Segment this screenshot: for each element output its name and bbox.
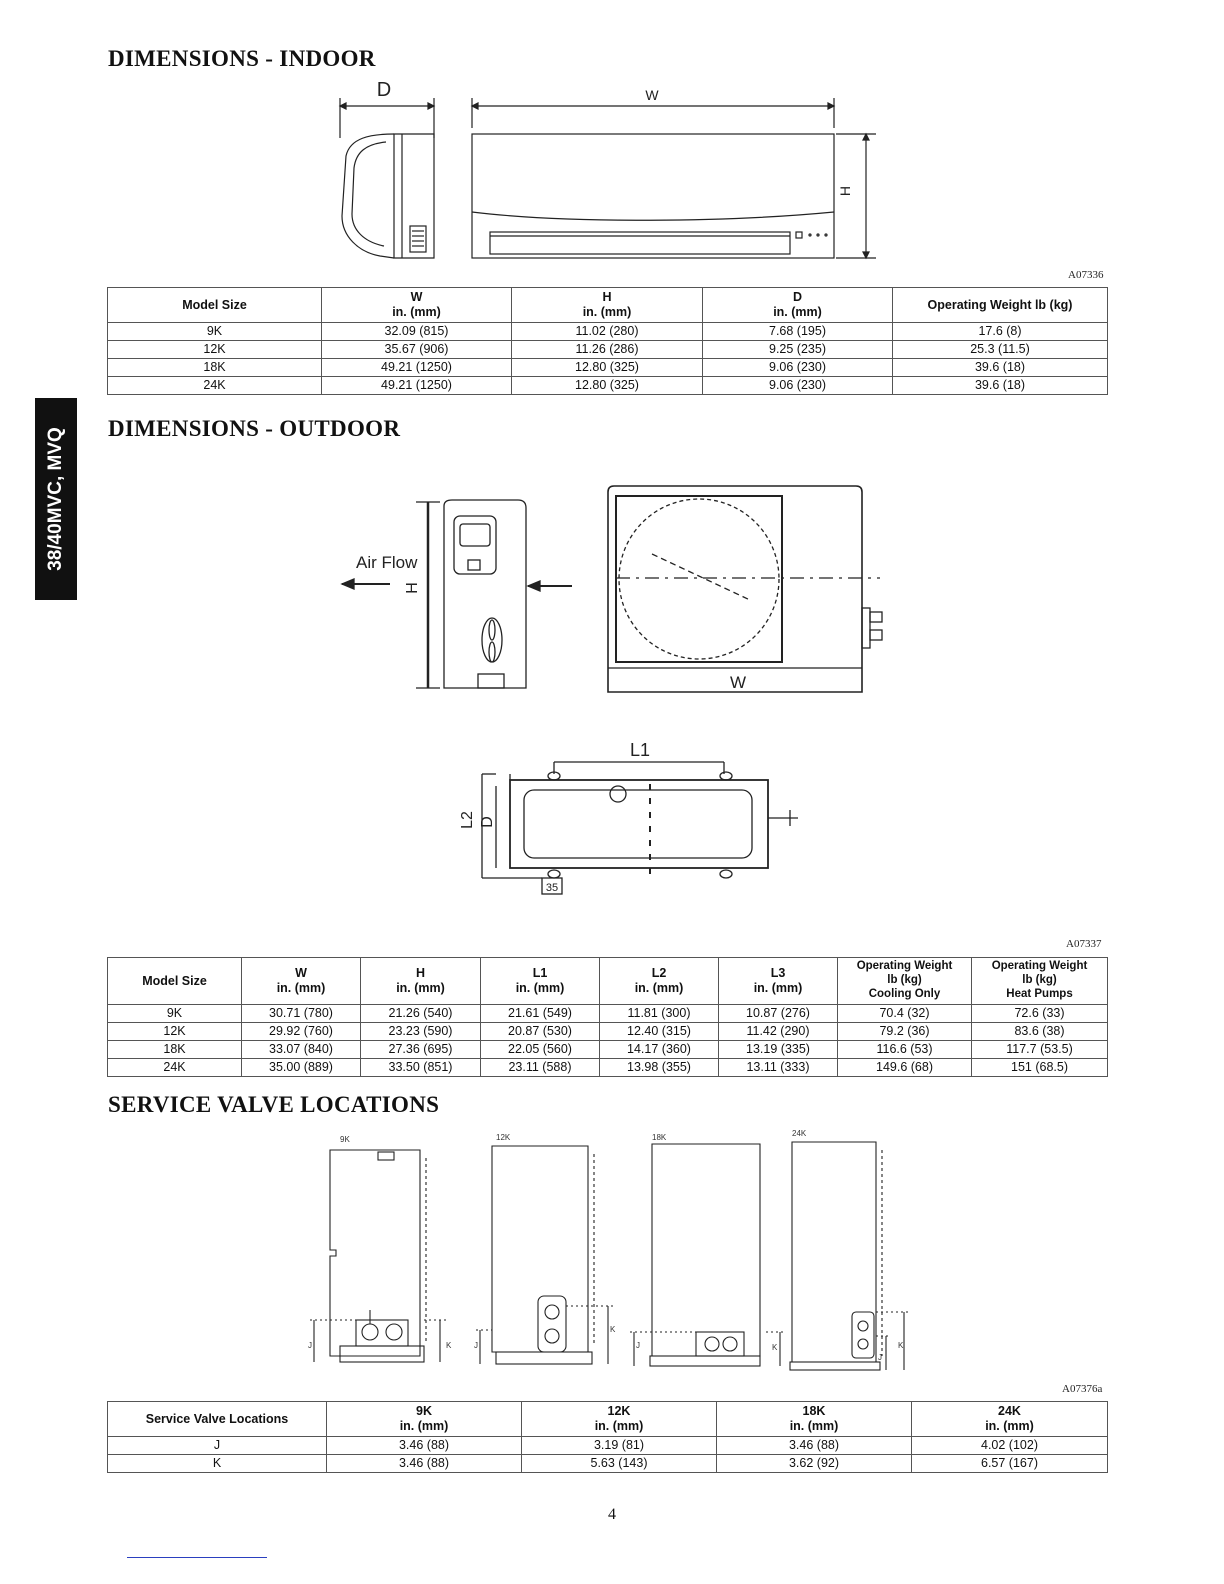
service-valve-table [107,1401,1108,1473]
table-cell: 9K [108,323,322,341]
table-cell: 3.46 (88) [327,1437,522,1455]
service-k-label-9k: K [446,1341,452,1350]
outdoor-h-label: H [404,582,421,594]
outdoor-header-model: Model Size [108,958,242,1005]
table-cell: 13.19 (335) [719,1041,838,1059]
indoor-h-label: H [837,185,853,197]
table-cell: 11.26 (286) [512,341,703,359]
table-cell: 49.21 (1250) [322,377,512,395]
indoor-diagram [330,76,890,266]
table-cell: 33.07 (840) [242,1041,361,1059]
table-cell: K [108,1455,327,1473]
service-header-18k: 18K in. (mm) [717,1402,912,1437]
table-cell: 7.68 (195) [703,323,893,341]
table-row [108,323,1108,341]
service-k-label-18k: K [772,1343,778,1352]
table-cell: 117.7 (53.5) [972,1041,1108,1059]
service-j-label-24k: J [878,1353,882,1362]
service-header-row [108,1402,1108,1437]
service-header-24k: 24K in. (mm) [912,1402,1108,1437]
table-cell: 39.6 (18) [893,359,1108,377]
table-cell: 9.06 (230) [703,359,893,377]
table-cell: 3.46 (88) [717,1437,912,1455]
table-row [108,359,1108,377]
service-valve-diagram [300,1124,920,1374]
table-cell: 13.11 (333) [719,1059,838,1077]
indoor-header-weight: Operating Weight lb (kg) [893,288,1108,323]
table-cell: 83.6 (38) [972,1023,1108,1041]
page-number: 4 [608,1506,616,1523]
table-cell: 149.6 (68) [838,1059,972,1077]
table-cell: 23.23 (590) [361,1023,481,1041]
table-cell: 25.3 (11.5) [893,341,1108,359]
table-cell: 151 (68.5) [972,1059,1108,1077]
outdoor-l1-label: L1 [629,740,651,760]
service-unit-9k-label: 9K [340,1135,350,1144]
table-cell: 12K [108,341,322,359]
table-cell: J [108,1437,327,1455]
service-k-label-12k: K [610,1325,616,1334]
indoor-d-label: D [376,79,392,101]
table-cell: 30.71 (780) [242,1005,361,1023]
table-cell: 10.87 (276) [719,1005,838,1023]
table-cell: 24K [108,377,322,395]
table-cell: 6.57 (167) [912,1455,1108,1473]
outdoor-header-h: H in. (mm) [361,958,481,1005]
table-cell: 49.21 (1250) [322,359,512,377]
table-cell: 12.40 (315) [600,1023,719,1041]
outdoor-header-weight-cooling: Operating Weight lb (kg) Cooling Only [838,958,972,1005]
outdoor-heading: DIMENSIONS - OUTDOOR [108,416,401,441]
table-cell: 13.98 (355) [600,1059,719,1077]
outdoor-header-w: W in. (mm) [242,958,361,1005]
table-cell: 14.17 (360) [600,1041,719,1059]
table-cell: 22.05 (560) [481,1041,600,1059]
indoor-header-row [108,288,1108,323]
table-cell: 18K [108,359,322,377]
table-cell: 4.02 (102) [912,1437,1108,1455]
service-j-label-12k: J [474,1341,478,1350]
outdoor-figure-code: A07337 [1066,938,1102,950]
service-heading: SERVICE VALVE LOCATIONS [108,1092,440,1117]
outdoor-header-l1: L1 in. (mm) [481,958,600,1005]
table-cell: 3.19 (81) [522,1437,717,1455]
service-header-9k: 9K in. (mm) [327,1402,522,1437]
table-row [108,1041,1108,1059]
outdoor-w-label: W [729,673,747,692]
table-row [108,1059,1108,1077]
outdoor-diagram [320,480,900,900]
table-cell: 9K [108,1005,242,1023]
table-cell: 116.6 (53) [838,1041,972,1059]
indoor-header-w: W in. (mm) [322,288,512,323]
table-cell: 70.4 (32) [838,1005,972,1023]
indoor-w-label: W [645,87,659,103]
service-j-label-9k: J [308,1341,312,1350]
table-row [108,341,1108,359]
outdoor-header-l2: L2 in. (mm) [600,958,719,1005]
outdoor-dimensions-table [107,957,1108,1077]
indoor-dimensions-table [107,287,1108,395]
outdoor-header-weight-heat: Operating Weight lb (kg) Heat Pumps [972,958,1108,1005]
service-k-label-24k: K [898,1341,904,1350]
table-cell: 11.02 (280) [512,323,703,341]
table-cell: 9.06 (230) [703,377,893,395]
service-figure-code: A07376a [1062,1383,1103,1395]
outdoor-l2-label: L2 [459,811,476,829]
table-row [108,1455,1108,1473]
table-cell: 12.80 (325) [512,359,703,377]
air-flow-label: Air Flow [356,553,418,572]
table-cell: 9.25 (235) [703,341,893,359]
indoor-header-h: H in. (mm) [512,288,703,323]
side-tab-label: 38/40MVC, MVQ [45,427,66,571]
outdoor-header-l3: L3 in. (mm) [719,958,838,1005]
indoor-heading: DIMENSIONS - INDOOR [108,46,376,71]
table-cell: 3.62 (92) [717,1455,912,1473]
service-header-12k: 12K in. (mm) [522,1402,717,1437]
table-cell: 18K [108,1041,242,1059]
indoor-header-d: D in. (mm) [703,288,893,323]
table-cell: 79.2 (36) [838,1023,972,1041]
table-row [108,1023,1108,1041]
table-cell: 21.61 (549) [481,1005,600,1023]
service-unit-18k-label: 18K [652,1133,667,1142]
table-cell: 20.87 (530) [481,1023,600,1041]
table-row [108,1005,1108,1023]
table-cell: 33.50 (851) [361,1059,481,1077]
table-cell: 21.26 (540) [361,1005,481,1023]
indoor-header-model: Model Size [108,288,322,323]
indoor-figure-code: A07336 [1068,269,1104,281]
table-cell: 5.63 (143) [522,1455,717,1473]
table-cell: 17.6 (8) [893,323,1108,341]
table-cell: 72.6 (33) [972,1005,1108,1023]
table-cell: 11.42 (290) [719,1023,838,1041]
table-row [108,377,1108,395]
table-cell: 39.6 (18) [893,377,1108,395]
service-header-name: Service Valve Locations [108,1402,327,1437]
table-cell: 12K [108,1023,242,1041]
table-row [108,1437,1108,1455]
service-j-label-18k: J [636,1341,640,1350]
table-cell: 27.36 (695) [361,1041,481,1059]
outdoor-35-label: 35 [545,882,559,894]
table-cell: 35.00 (889) [242,1059,361,1077]
outdoor-d-label: D [479,816,496,828]
side-tab [35,398,77,600]
table-cell: 3.46 (88) [327,1455,522,1473]
table-cell: 11.81 (300) [600,1005,719,1023]
table-cell: 24K [108,1059,242,1077]
table-cell: 23.11 (588) [481,1059,600,1077]
table-cell: 12.80 (325) [512,377,703,395]
footer-link-line [127,1557,267,1558]
table-cell: 29.92 (760) [242,1023,361,1041]
service-unit-12k-label: 12K [496,1133,511,1142]
outdoor-header-row [108,958,1108,1005]
table-cell: 35.67 (906) [322,341,512,359]
service-unit-24k-label: 24K [792,1129,807,1138]
table-cell: 32.09 (815) [322,323,512,341]
